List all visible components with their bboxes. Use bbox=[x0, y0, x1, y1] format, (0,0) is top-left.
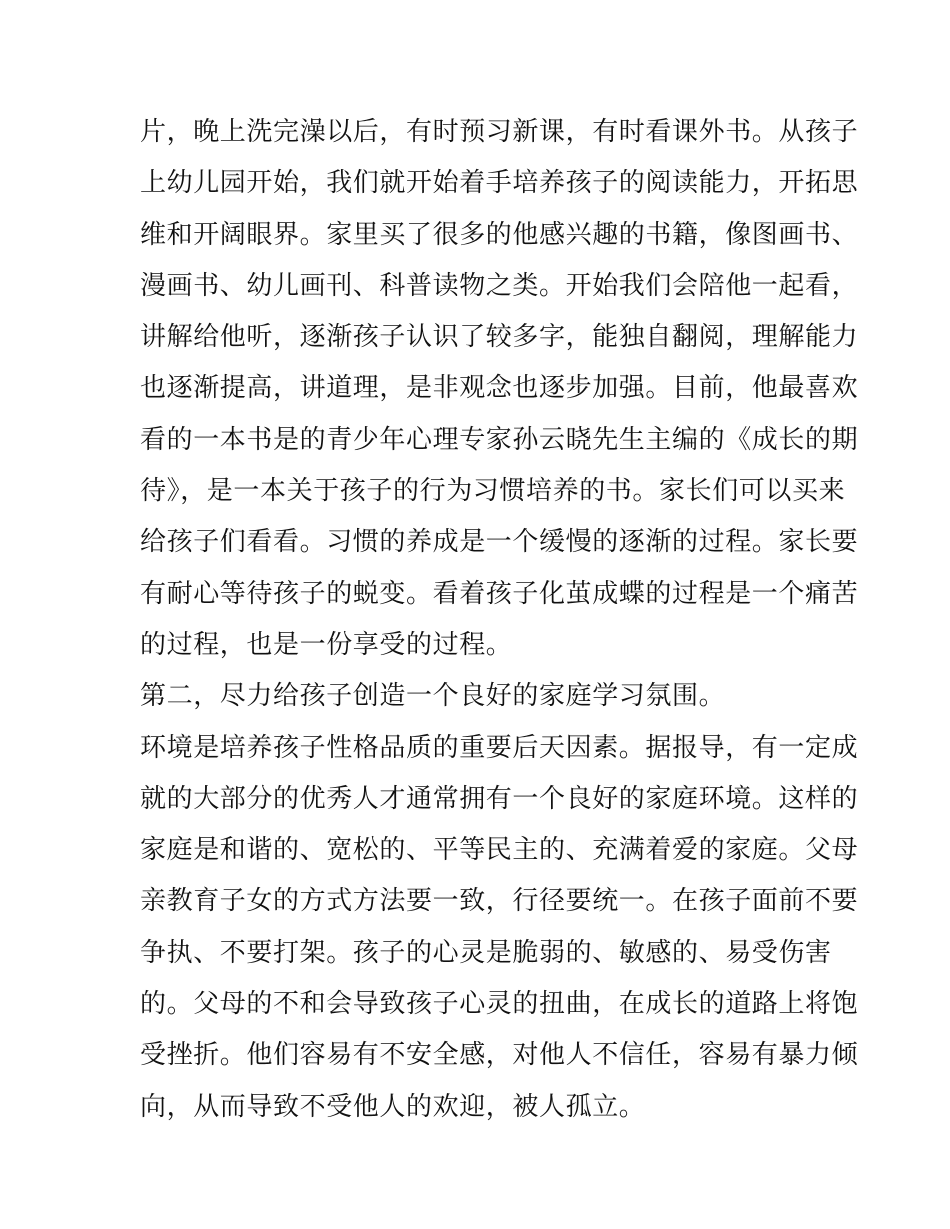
text-line: 上幼儿园开始，我们就开始着手培养孩子的阅读能力，开拓思 bbox=[140, 168, 859, 199]
text-line: 争执、不要打架。孩子的心灵是脆弱的、敏感的、易受伤害 bbox=[140, 937, 832, 968]
section-heading: 第二，尽力给孩子创造一个良好的家庭学习氛围。 bbox=[140, 681, 726, 712]
text-line: 也逐渐提高，讲道理，是非观念也逐步加强。目前，他最喜欢 bbox=[140, 373, 859, 404]
text-line: 就的大部分的优秀人才通常拥有一个良好的家庭环境。这样的 bbox=[140, 783, 859, 814]
body-text bbox=[140, 107, 859, 1133]
text-line: 亲教育子女的方式方法要一致，行径要统一。在孩子面前不要 bbox=[140, 886, 859, 917]
text-line: 看的一本书是的青少年心理专家孙云晓先生主编的《成长的期 bbox=[140, 424, 859, 455]
text-line: 有耐心等待孩子的蜕变。看着孩子化茧成蝶的过程是一个痛苦 bbox=[140, 578, 859, 609]
text-line: 受挫折。他们容易有不安全感，对他人不信任，容易有暴力倾 bbox=[140, 1040, 859, 1071]
text-line: 的。父母的不和会导致孩子心灵的扭曲，在成长的道路上将饱 bbox=[140, 989, 859, 1020]
text-line: 环境是培养孩子性格品质的重要后天因素。据报导，有一定成 bbox=[140, 732, 859, 763]
text-line: 向，从而导致不受他人的欢迎，被人孤立。 bbox=[140, 1091, 646, 1122]
text-line: 片，晚上洗完澡以后，有时预习新课，有时看课外书。从孩子 bbox=[140, 117, 859, 147]
text-line: 漫画书、幼儿画刊、科普读物之类。开始我们会陪他一起看， bbox=[140, 270, 859, 301]
text-line: 给孩子们看看。习惯的养成是一个缓慢的逐渐的过程。家长要 bbox=[140, 527, 859, 558]
text-line: 的过程，也是一份享受的过程。 bbox=[140, 629, 513, 660]
text-line: 讲解给他听，逐渐孩子认识了较多字，能独自翻阅，理解能力 bbox=[140, 322, 859, 353]
text-line: 家庭是和谐的、宽松的、平等民主的、充满着爱的家庭。父母 bbox=[140, 835, 859, 866]
text-line: 维和开阔眼界。家里买了很多的他感兴趣的书籍，像图画书、 bbox=[140, 219, 859, 250]
text-line: 待》，是一本关于孩子的行为习惯培养的书。家长们可以买来 bbox=[140, 476, 846, 507]
